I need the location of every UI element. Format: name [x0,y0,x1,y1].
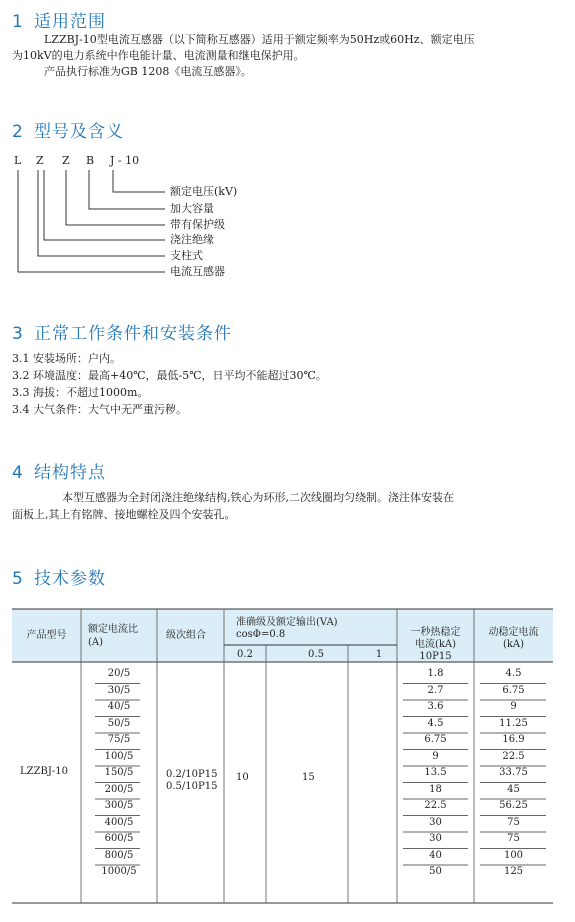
cell-dynamic: 75 [507,816,520,828]
cell-dynamic: 100 [503,849,524,861]
cell-thermal: 3.6 [427,701,444,712]
structure-paragraph-line-2: 面板上,其上有铭牌、接地螺栓及四个安装孔。 [12,508,236,521]
cell-thermal: 13.5 [424,767,447,778]
model-letter: B [86,154,95,167]
header-class-05: 0.5 [308,649,324,660]
cell-thermal: 40 [429,849,442,861]
condition-item: 3.1 安装场所：户内。 [12,352,121,365]
meaning-label: 额定电压(kV) [170,185,238,198]
section-number: 4 [12,463,24,483]
cell-dynamic: 75 [507,833,520,844]
cell-output-02: 10 [236,772,249,783]
header-ratio: 额定电流比 [88,624,138,635]
cell-thermal: 30 [429,833,442,844]
header-ratio-unit: (A) [88,637,104,648]
header-thermal-3: 10P15 [419,651,452,662]
section-number: 3 [12,324,24,344]
cell-dynamic: 9 [510,701,517,712]
model-letter: Z [62,154,70,167]
meaning-label: 带有保护级 [170,218,225,231]
cell-ratio: 800/5 [104,849,134,861]
cell-dynamic: 45 [507,783,520,795]
cell-ratio: 30/5 [107,684,131,696]
section-title: 适用范围 [34,12,106,32]
meaning-label: 支柱式 [170,249,203,262]
header-class-02: 0.2 [237,649,253,660]
model-letter: L [14,154,22,167]
header-dynamic-1: 动稳定电流 [488,627,539,638]
section-title: 型号及含义 [34,122,124,142]
header-thermal-2: 电流(kA) [414,639,457,650]
meaning-label: 加大容量 [170,202,214,215]
section-number: 1 [12,12,24,32]
cell-thermal: 6.75 [424,734,447,745]
cell-dynamic: 125 [503,866,524,877]
cell-ratio: 50/5 [107,717,131,729]
condition-item: 3.4 大气条件：大气中无严重污秽。 [12,403,187,416]
structure-paragraph-line-1: 本型互感器为全封闭浇注绝缘结构,铁心为环形,二次线圈均匀绕制。浇注体安装在 [62,491,454,504]
cell-dynamic: 22.5 [502,750,525,762]
section-title: 正常工作条件和安装条件 [34,324,232,344]
cell-combo-1: 0.2/10P15 [166,769,218,780]
header-cos: cosΦ=0.8 [236,629,286,640]
header-model: 产品型号 [26,630,67,641]
header-dynamic-2: (kA) [502,639,525,650]
section-title: 结构特点 [34,463,106,483]
header-output: 准确级及额定输出(VA) [236,617,338,628]
cell-thermal: 18 [429,783,442,795]
cell-ratio: 300/5 [104,800,134,811]
cell-ratio: 40/5 [107,701,131,712]
cell-thermal: 2.7 [427,684,444,696]
condition-item: 3.2 环境温度：最高+40℃，最低-5℃，日平均不能超过30℃。 [12,369,327,382]
condition-item: 3.3 海拔：不超过1000m。 [12,386,149,399]
cell-ratio: 20/5 [107,668,131,679]
cell-thermal: 9 [432,750,439,762]
meaning-label: 浇注绝缘 [170,233,214,246]
cell-dynamic: 56.25 [499,800,528,811]
section-number: 5 [12,569,24,589]
cell-dynamic: 6.75 [502,684,525,696]
cell-model: LZZBJ-10 [20,766,68,777]
header-class-1: 1 [375,649,383,660]
cell-ratio: 200/5 [104,783,134,795]
cell-thermal: 30 [429,816,442,828]
cell-ratio: 1000/5 [101,866,137,877]
section-number: 2 [12,122,24,142]
cell-thermal: 1.8 [427,668,444,679]
scope-paragraph-line-2: 为10kV的电力系统中作电能计量、电流测量和继电保护用。 [12,49,305,62]
cell-output-05: 15 [302,772,315,783]
cell-ratio: 150/5 [104,767,134,778]
cell-ratio: 75/5 [107,734,131,745]
cell-dynamic: 16.9 [502,734,525,745]
standard-paragraph: 产品执行标准为GB 1208《电流互感器》。 [44,65,252,78]
cell-ratio: 400/5 [104,816,134,828]
cell-dynamic: 11.25 [499,717,528,729]
cell-ratio: 100/5 [104,750,134,762]
cell-dynamic: 4.5 [505,668,522,679]
cell-thermal: 4.5 [427,717,444,729]
model-letter: J - 10 [110,154,140,167]
cell-combo-2: 0.5/10P15 [166,781,218,792]
header-combo: 级次组合 [166,630,206,641]
section-title: 技术参数 [34,569,106,589]
meaning-label: 电流互感器 [170,265,225,278]
cell-thermal: 22.5 [424,800,447,811]
scope-paragraph-line-1: LZZBJ-10型电流互感器（以下简称互感器）适用于额定频率为50Hz或60Hz、额定电压 [44,33,475,46]
cell-thermal: 50 [429,866,442,877]
header-thermal-1: 一秒热稳定 [410,627,461,638]
model-letter: Z [36,154,44,167]
cell-ratio: 600/5 [104,833,134,844]
cell-dynamic: 33.75 [499,767,528,778]
